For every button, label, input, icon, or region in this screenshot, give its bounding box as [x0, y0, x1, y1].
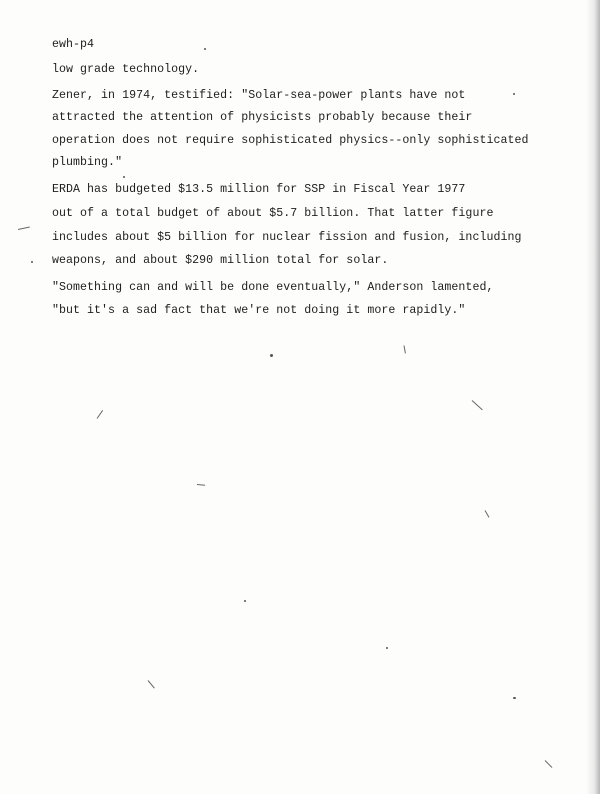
scan-speck: [513, 697, 516, 699]
text-line-6: ERDA has budgeted $13.5 million for SSP in Fiscal Year 1977: [52, 183, 466, 196]
text-line-4: operation does not require sophisticated physics--only sophisticated: [52, 134, 529, 147]
page-header: ewh-p4: [52, 38, 95, 51]
scan-speck: [244, 600, 246, 602]
scan-mark: [18, 227, 30, 230]
scan-speck: [204, 48, 206, 50]
scan-speck: [513, 93, 515, 95]
text-line-11: "but it's a sad fact that we're not doing it more rapidly.": [52, 304, 466, 317]
scan-mark: [404, 345, 406, 353]
text-line-7: out of a total budget of about $5.7 billion. That latter figure: [52, 207, 494, 220]
text-line-1: low grade technology.: [52, 63, 200, 76]
scan-mark: [545, 760, 553, 768]
text-line-2: Zener, in 1974, testified: "Solar-sea-power plants have not: [52, 89, 466, 102]
scan-speck: [270, 354, 273, 357]
scan-mark: [148, 680, 155, 688]
text-line-3: attracted the attention of physicists probably because their: [52, 111, 473, 124]
scan-mark: [197, 484, 205, 486]
scan-mark: [472, 400, 483, 410]
text-line-10: "Something can and will be done eventually," Anderson lamented,: [52, 281, 494, 294]
text-line-9: weapons, and about $290 million total for solar.: [52, 254, 389, 267]
scan-speck: [31, 261, 33, 263]
scan-speck: [123, 176, 125, 178]
text-line-5: plumbing.": [52, 156, 123, 169]
scan-mark: [97, 410, 104, 419]
text-line-8: includes about $5 billion for nuclear fission and fusion, including: [52, 231, 522, 244]
page-edge-shadow: [586, 0, 600, 794]
scan-mark: [485, 510, 490, 517]
scan-speck: [386, 647, 388, 649]
